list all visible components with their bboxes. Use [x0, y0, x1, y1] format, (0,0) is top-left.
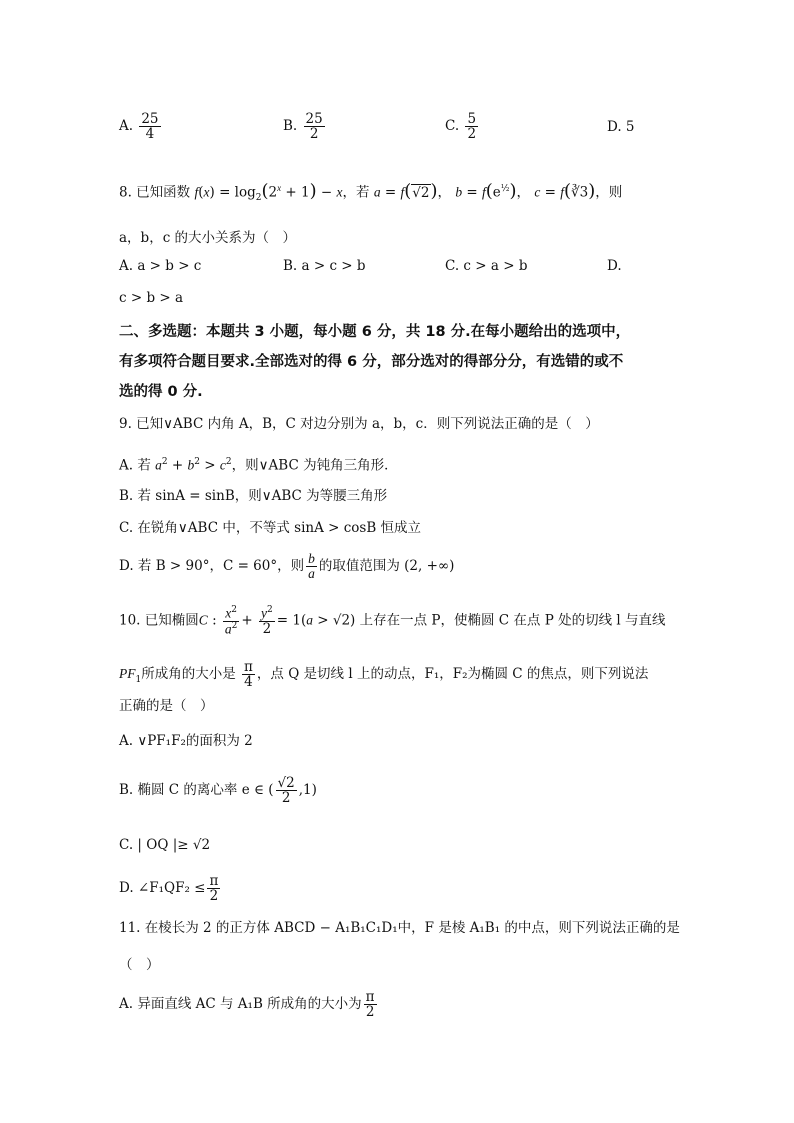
q10-option-c: C. | OQ |≥ √2	[119, 837, 211, 853]
q11-paren: （ ）	[119, 957, 160, 973]
q10-stem: 10. 已知椭圆C : $\frac{x^2}{a^2}$ + $\frac{y^2}{2}$ = 1(a > √2) 上存在一点 P，使椭圆 C 在点 P 处的切线 l 与直线	[119, 605, 666, 637]
q10-option-b: B. 椭圆 C 的离心率 e ∈ ( $\frac{√2}{2}$ ,1)	[119, 775, 317, 807]
q8-option-c: C. c > a > b	[445, 258, 528, 274]
section2-line3: 选的得 0 分.	[119, 384, 203, 400]
section2-line2: 有多项符合题目要求.全部选对的得 6 分，部分选对的得部分分，有选错的或不	[119, 354, 624, 370]
q11-stem: 11. 在棱长为 2 的正方体 ABCD − A₁B₁C₁D₁中，F 是棱 A₁B₁ 的中点，则下列说法正确的是	[119, 920, 680, 936]
q7-option-c: C. $\frac{5}{2}$	[445, 111, 477, 143]
q9-stem: 9. 已知∨ABC 内角 A，B，C 对边分别为 a，b，c．则下列说法正确的是（ ）	[119, 416, 599, 432]
q11-option-a: A. 异面直线 AC 与 A₁B 所成角的大小为 $\frac{\pi}{2}$	[119, 989, 375, 1021]
q8-line2: a，b，c 的大小关系为（ ）	[119, 230, 297, 246]
q9-option-d: D. 若 B > 90°，C = 60°，则 $\frac{b}{a}$ 的取值范围为 (2, +∞)	[119, 551, 455, 582]
q9-option-a: A. 若 $a^2 + b^2 > c^2$，则∨ABC 为钝角三角形．	[119, 457, 398, 474]
q9-option-b: B. 若 sinA = sinB，则∨ABC 为等腰三角形	[119, 488, 388, 504]
q8-stem: 8. 已知函数 $f(x) = \log_2(2^x + 1) - x$，若 a = f(√2)， $b = f(e^{\frac{1}{2}})$， c = f(∛3)，则	[119, 180, 623, 204]
q8-option-b: B. a > c > b	[283, 258, 366, 274]
q8-option-d-cont: c > b > a	[119, 290, 184, 306]
q7-option-d: D. 5	[607, 119, 635, 135]
section2-line1: 二、多选题：本题共 3 小题，每小题 6 分，共 18 分.在每小题给出的选项中，	[119, 324, 631, 340]
q10-option-d: D. ∠F₁QF₂ ≤ $\frac{\pi}{2}$	[119, 873, 219, 905]
q9-option-c: C. 在锐角∨ABC 中，不等式 sinA > cosB 恒成立	[119, 520, 422, 536]
q7-option-b: B. $\frac{25}{2}$	[283, 111, 323, 143]
q8-option-d: D.	[607, 258, 622, 274]
q10-line3: 正确的是（ ）	[119, 698, 214, 714]
q8-option-a: A. a > b > c	[119, 258, 202, 274]
q10-option-a: A. ∨PF₁F₂的面积为 2	[119, 733, 253, 749]
q10-line2: $PF_1$所成角的大小是 $\frac{\pi}{4}$ ，点 Q 是切线 l 上的动点，F₁，F₂为椭圆 C 的焦点，则下列说法	[119, 659, 649, 691]
q7-option-a: A. $\frac{25}{4}$	[119, 111, 159, 143]
